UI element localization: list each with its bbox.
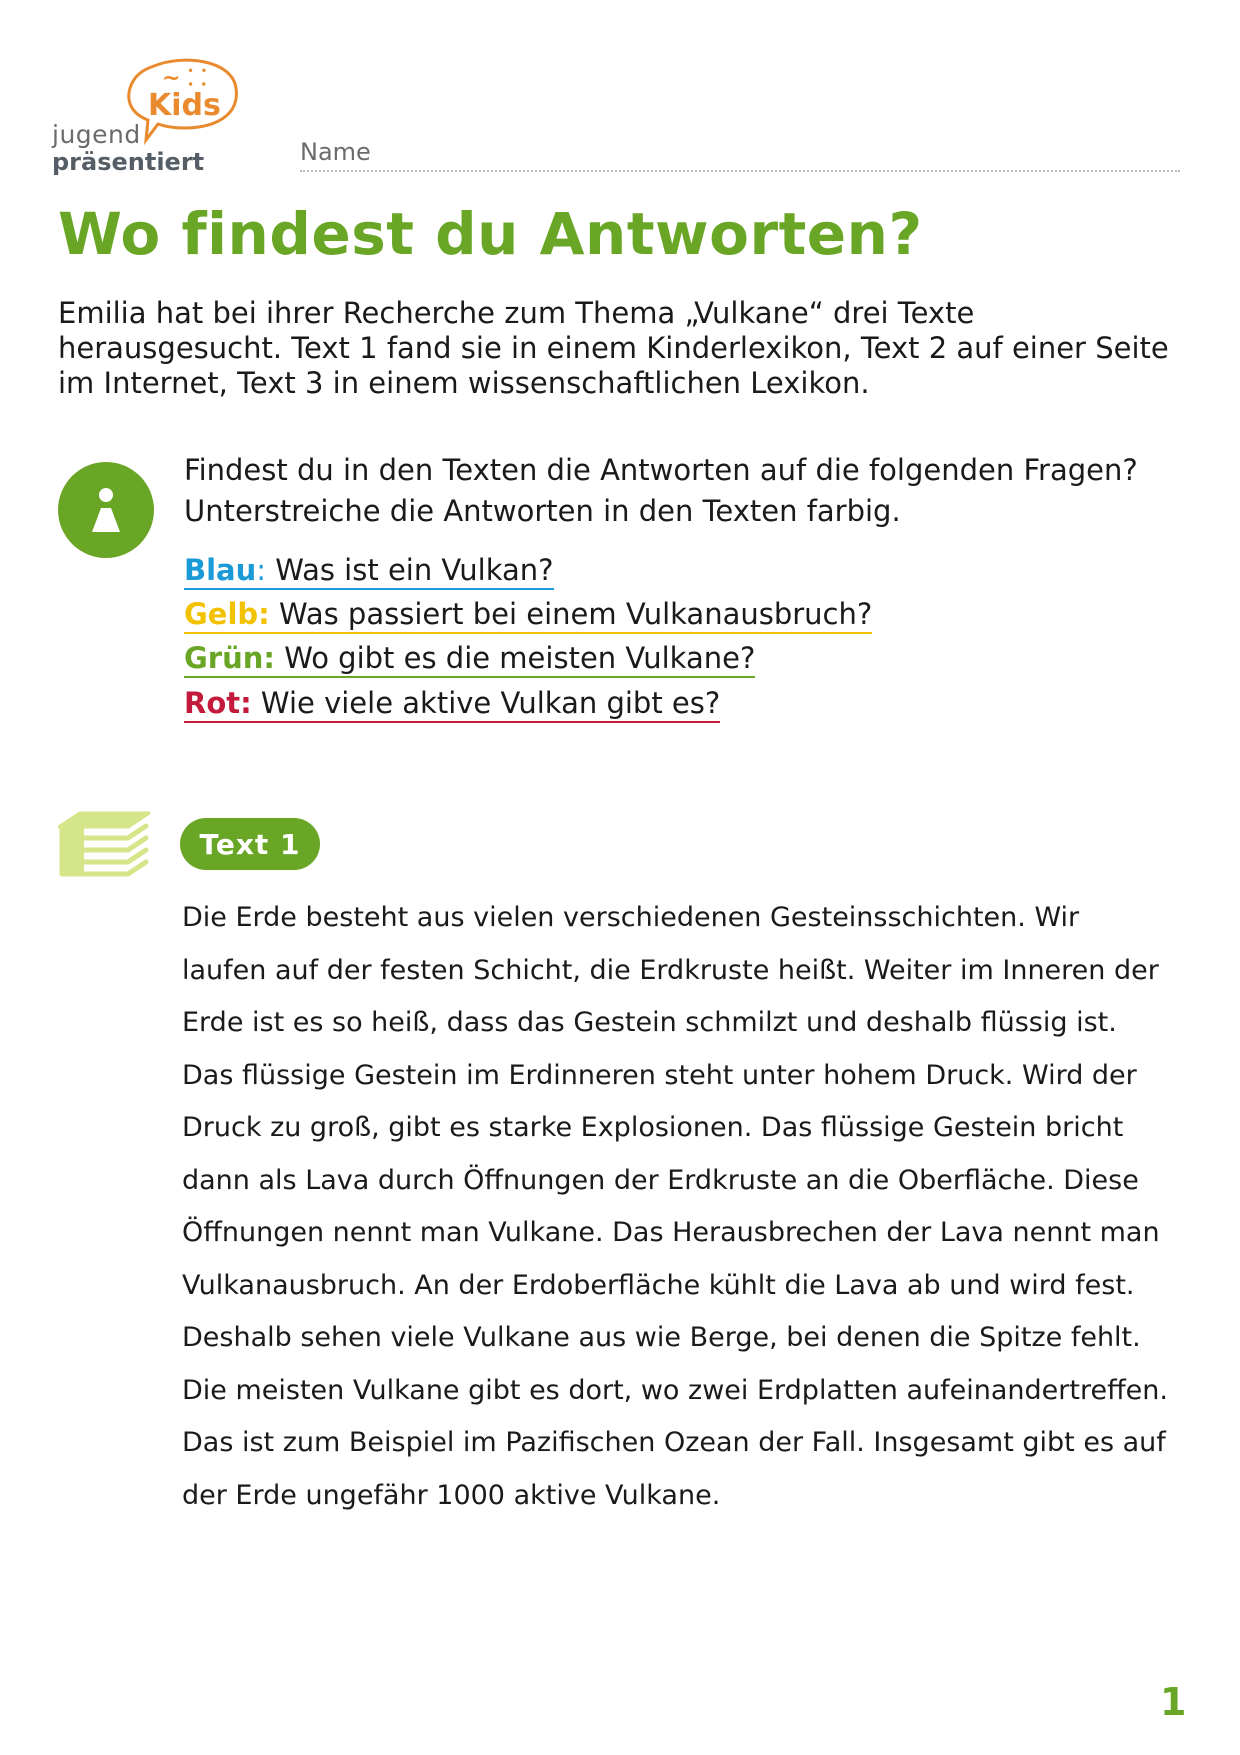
question-red	[184, 686, 720, 723]
question-text: Wo gibt es die meisten Vulkane?	[275, 641, 756, 675]
books-icon	[58, 808, 150, 886]
question-text: Was ist ein Vulkan?	[266, 553, 554, 587]
question-yellow	[184, 597, 872, 634]
logo-symbol-icon: ~ ⸬	[162, 66, 207, 91]
question-color-label: Gelb:	[184, 597, 270, 631]
question-separator: :	[256, 553, 267, 587]
name-label: Name	[300, 138, 371, 166]
name-field[interactable]	[300, 170, 1180, 172]
instructions: Findest du in den Texten die Antworten auf die folgenden Fragen? Unterstreiche die Antworten in den Texten farbig.	[184, 453, 1138, 528]
logo-line2: präsentiert	[52, 148, 205, 176]
info-icon	[58, 462, 154, 558]
logo-line1: jugend	[52, 120, 141, 149]
question-text: Wie viele aktive Vulkan gibt es?	[251, 686, 721, 720]
question-color-label: Blau	[184, 553, 257, 587]
page-title: Wo findest du Antworten?	[58, 200, 923, 268]
question-green	[184, 641, 755, 678]
logo	[52, 58, 252, 178]
section-body-text: Die Erde besteht aus vielen verschiedenen Gesteinsschichten. Wir laufen auf der festen Schicht, die Erdkruste heißt. Weiter im Inneren der Erde ist es so heiß, dass das Gestein schmilzt und deshalb flüssig ist. Das flüssige Gestein im Erdinneren steht unter hohem Druck. Wird der Druck zu groß, gibt es starke Explosionen. Das flüssige Gestein bricht dann als Lava durch Öffnungen der Erdkruste an die Oberfläche. Diese Öffnungen nennt man Vulkane. Das Herausbrechen der Lava nennt man Vulkanausbruch. An der Erdoberfläche kühlt die Lava ab und wird fest. Deshalb sehen viele Vulkane aus wie Berge, bei denen die Spitze fehlt. Die meisten Vulkane gibt es dort, wo zwei Erdplatten aufeinandertreffen. Das ist zum Beispiel im Pazifischen Ozean der Fall. Insgesamt gibt es auf der Erde ungefähr 1000 aktive Vulkane.	[182, 902, 1168, 1511]
question-color-label: Rot:	[184, 686, 252, 720]
section-label-badge: Text 1	[180, 818, 320, 870]
question-blue	[184, 553, 554, 590]
logo-kids: Kids	[148, 88, 221, 123]
intro-paragraph: Emilia hat bei ihrer Recherche zum Thema „Vulkane“ drei Texte herausgesucht. Text 1 fand sie in einem Kinderlexikon, Text 2 auf einer Seite im Internet, Text 3 in einem wissenschaftlichen Lexikon.	[58, 296, 1169, 400]
question-color-label: Grün:	[184, 641, 275, 675]
question-text: Was passiert bei einem Vulkanausbruch?	[269, 597, 873, 631]
page-number: 1	[1160, 1680, 1187, 1724]
